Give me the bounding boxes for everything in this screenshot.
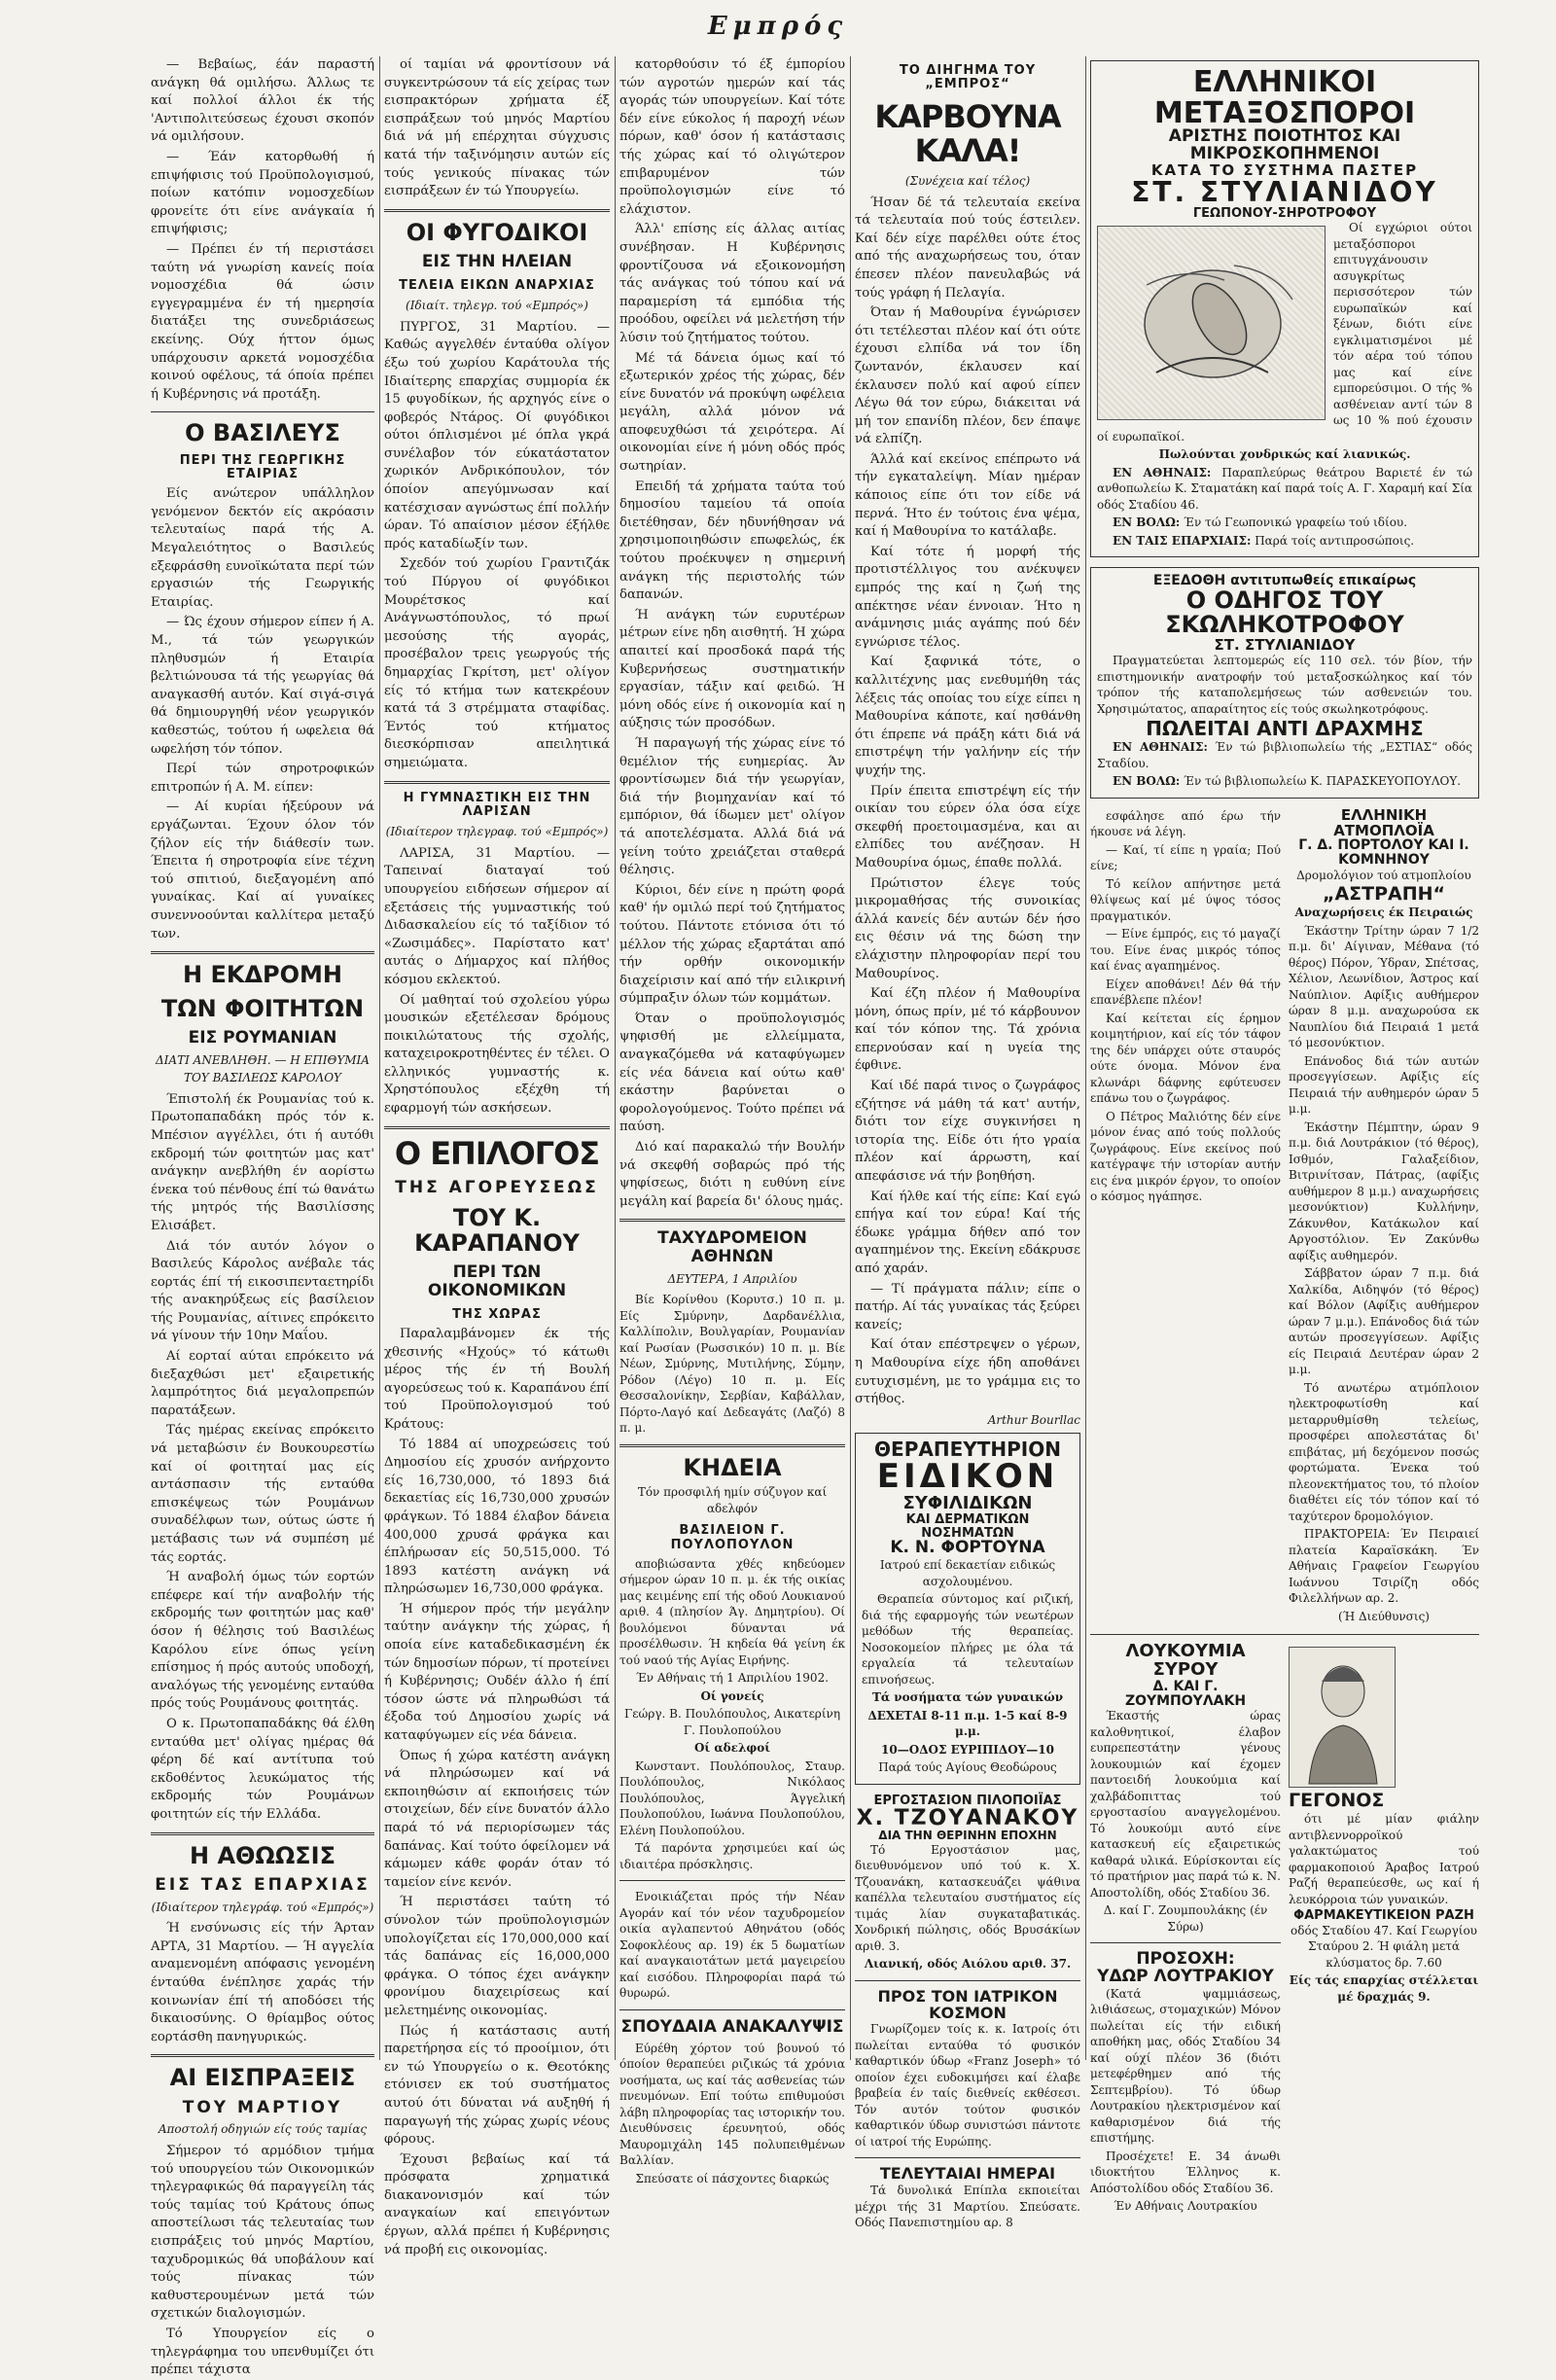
paragraph: Πρώτιστον έλεγε τούς μικρομαθήσας τής συνοικίας άλλά κανείς δέν αυτών δέν ήσο εις θέσιν νά της δώση την ελάχιστην πληροφορίαν περί του Μαθουρίνος. [855,875,1080,981]
clinic-hours: ΔΕΧΕΤΑΙ 8-11 π.μ. 1-5 καί 8-9 μ.μ. [867,1708,1068,1739]
divider [384,781,610,784]
divider [1090,1942,1281,1943]
paragraph: Βίε Κορίνθου (Κορυτσ.) 10 π. μ. Είς Σμύρνην, Δαρδανέλλια, Καλλίπολιν, Βουλγαρίαν, Ρουμανίαν καί Ρωσίαν (Ρωσσικόν) 10 π. μ. Βίε Νέων, Σμύρνης, Μυτιλήνης, Σύμην, Ρόδον (Λέγο) 10 π. μ. Είς Θεσσαλονίκην, Σερβίαν, Καβάλλαν, Πόρτο-Λαγό καί Δεδεαγάτς (Λαζό) 8 π. μ. [619,1293,845,1436]
masthead: Εμπρός [707,12,849,41]
guide-athens: Έν τώ βιβλιοπωλείω τής „ΕΣΤΙΑΣ“ οδός Σταδίου. [1097,740,1473,770]
seed-name: ΣΤ. ΣΤΥΛΙΑΝΙΔΟΥ [1131,176,1438,209]
headline-discovery: ΣΠΟΥΔΑΙΑ ΑΝΑΚΑΛΥΨΙΣ [620,2016,844,2037]
paragraph: Πρίν έπειτα επιστρέψη είς τήν οικίαν του εύρεν όλα όσα είχε σκεφθή προετοιμασμένα, και αι ελπίδες του ανέζησαν. Η Μαθουρίνα όμως, έπαθε πολλά. [855,783,1080,870]
subhead-acquittal: ΕΙΣ ΤΑΣ ΕΠΑΡΧΙΑΣ [155,1874,371,1895]
ship-route-title: Αναχωρήσεις έκ Πειραιώς [1294,906,1473,920]
paragraph: Καί ήλθε καί τής είπε: Καί εγώ επήγα καί τον εύρα! Καί τής έδωκε γράμμα δήθεν από τον αγαπημένον της. Εκείνη εδάκρυσε από χαράν. [855,1189,1080,1276]
two-column-section [1090,1643,1479,2217]
paragraph: ΠΥΡΓΟΣ, 31 Μαρτίου. — Καθώς αγγελθέν ένταύθα ολίγον έξω τού χωρίου Καράτουλα τής Ιδιαίτερης επαρχίας συμμορία έκ 15 φυγοδίκων, ής αρχηγός είνε ο φοβερός Ντάρος. Οί φυγόδικοι ούτοι όπλισμένοι μέ όπλα γκρά συνέλαβον τόν εύκατάστατον χωρικόν Ανδρικόπουλον, τόν όποίον απεγύμνωσαν καί κατέσχισαν αγνώστως έπί πολλήν ώραν. Τό απαίσιον μέσον έξήλθε πρός καταδίωξίν των. [384,319,610,551]
paragraph: Έκάστην Τρίτην ώραν 7 1/2 π.μ. δι' Αίγιναν, Μέθανα (τό θέρος) Πόρον, Ύδραν, Σπέτσας, Χέλιον, Λεωνίδιον, Άστρος καί Ναύπλιον. Αφίξις αυθήμερον ώραν 8 μ.μ. αναχωρούσα εκ Ναυπλίου διά Πειραιά 1 μετά τό μεσονύκτιον. [1289,923,1479,1050]
divider [619,1444,845,1447]
dateline: Αποστολή οδηγιών είς τούς ταμίας [158,2122,368,2137]
headline-trip-2: ΤΩΝ ΦΟΙΤΗΤΩΝ [160,994,365,1022]
paragraph: κατορθούσιν τό έξ έμπορίου τών αγροτών ημερών καί τάς αγοράς τών υπουργείων. Καί τότε δέν είνε εύκολος ή παροχή νέων πόρων, καθ' όσον ή κατάστασις τής χώρας καί τό ολιγώτερον επιβαρυμένον τών προϋπολογισμών είνε τό ελάχιστον. [619,57,845,217]
ad-silkworm-seeds [1090,60,1479,557]
paragraph: Ήσαν δέ τά τελευταία εκείνα τά τελευταία πού τούς έστειλεν. Καί δέν είχε παρέλθει ούτε έτος από τής αναχωρήσεως του, όταν έπεσεν πλέον πανευλαβώς νά τούς γράφη ή Πελαγία. [855,195,1080,301]
headline-king: Ο ΒΑΣΙΛΕΥΣ [185,419,340,447]
funeral-date: Έν Αθήναις τή 1 Απριλίου 1902. [635,1671,830,1686]
hat-sub: ΔΙΑ ΤΗΝ ΘΕΡΙΝΗΝ ΕΠΟΧΗΝ [878,1829,1057,1843]
headline-gymnastics: Η ΓΥΜΝΑΣΤΙΚΗ ΕΙΣ ΤΗΝ ΛΑΡΙΣΑΝ [403,790,591,819]
loukoum-names: Δ. ΚΑΙ Γ. ΖΟΥΜΠΟΥΛΑΚΗ [1124,1678,1247,1709]
attention-title: ΠΡΟΣΟΧΗ: [1136,1949,1235,1970]
divider [384,1126,610,1129]
guide-title: Ο ΟΔΗΓΟΣ ΤΟΥ ΣΚΩΛΗΚΟΤΡΟΦΟΥ [1165,586,1404,639]
story-author: Arthur Bourllac [987,1412,1080,1427]
silkworm-drawing [1098,227,1326,421]
funeral-family: Γεώργ. Β. Πουλόπουλος, Αικατερίνη Γ. Πουλοπούλου [623,1707,841,1737]
headline-acquittal: Η ΑΘΩΩΣΙΣ [190,1841,336,1869]
paragraph: Αί εορταί αύται επρόκειτο νά διεξαχθώσι μετ' εξαιρετικής λαμπρότητος διά μεγαλοπρεπών παρατάξεων. [151,1349,374,1418]
clinic-line: Θεραπεία σύντομος καί ριζική, διά τής εφαρμογής τών νεωτέρων μεθόδων τής θεραπείας. Νοσοκομείον πλήρες με όλα τά εργαλεία τά τελευταίων επινοήσεως. [862,1592,1074,1687]
divider [1090,1634,1479,1635]
column-rule [850,56,851,2060]
paragraph: Προσέχετε! Ε. 34 άνωθι ιδιοκτήτου Έλληνος κ. Απόστολίδου οδός Σταδίου 36. [1090,2149,1281,2195]
paragraph: Καί έζη πλέον ή Μαθουρίνα μόνη, όπως πρίν, μέ τό κάρβουνον καί τόν κόπον της. Τά χρόνια επερνούσαν καί η υγεία της έφθινε. [855,986,1080,1074]
guide-volos: Έν τώ βιβλιοπωλείω Κ. ΠΑΡΑΣΚΕΥΟΠΟΥΛΟΥ. [1184,774,1462,789]
guide-price: ΠΩΛΕΙΤΑΙ ΑΝΤΙ ΔΡΑΧΜΗΣ [1146,717,1424,741]
paragraph: Καί ιδέ παρά τινος ο ζωγράφος εζήτησε νά μάθη τά κατ' αυτήν, διότι τον είχε συγκινήσει η ιστορία της. Είδε ότι ήτο γραία πλέον καί άρρωστη, καί απεφάσισε νά τήν βοηθήση. [855,1079,1080,1185]
ship-title: ΕΛΛΗΝΙΚΗ ΑΤΜΟΠΛΟΪΑ [1333,805,1434,839]
paragraph: Άλλά καί εκείνος επέπρωτο νά τήν εγκαταλείψη. Μίαν ημέραν κάποιος είπε ότι τον είδε νά περνά. Ήτο έν τούτοις ένα ψέμα, καί ή Μαθουρίνα το κατάλαβε. [855,451,1080,540]
loukoum-title: ΛΟΥΚΟΥΜΙΑ ΣΥΡΟΥ [1125,1641,1246,1680]
column-2 [384,56,610,2257]
paragraph: Ή ανάγκη τών ευρυτέρων μέτρων είνε ηδη αισθητή. Ή χώρα απαιτεί καί προσδοκά παρά τής Κυβερνήσεως συστηματικήν εργασίαν, τάξιν καί φειδώ. Ή μόνη οδός είνε ή οικονομία καί η αύξησις τών προσόδων. [619,607,845,731]
paragraph: Εύρέθη χόρτον τού βουνού τό όποίον θεραπεύει ριζικώς τά χρόνια νοσήματα, ως καί τάς ασθενείας τών πνευμόνων. Επί τούτω επιθυμούσι λάβη πληροφορίας τας ιστορικήν του. Διευθύνσεις έρευνητού, οδός Μαυρομιχάλη 145 πολυπειθμένων Βαλλίαν. [619,2041,845,2168]
paragraph: — Είνε έμπρός, εις τό μαγαζί του. Είνε ένας μικρός τόπος καί ένας αγαπημένος. [1090,927,1281,974]
paragraph: Διά τόν αυτόν λόγον ο Βασιλεύς Κάρολος ανέβαλε τάς εορτάς έπί τή εικοσιπενταετηρίδι τής ανακηρύξεως είς βασίλειον τής Ρουμανίας, αίτινες επρόκειτο νά γίνουν τήν 10ην Μαΐου. [151,1238,374,1344]
seed-volos-label: ΕΝ ΒΟΛΩ: [1113,515,1181,530]
paragraph: Άλλ' επίσης είς άλλας αιτίας συνέβησαν. Η Κυβέρνησις φροντίζουσα νά εξοικονομήση τάς ανάγκας τού τόπου καί νά παραμερίση τά εμπόδια τής προόδου, οφείλει νά μελετήση τήν λύσιν τού ζητήματος τούτου. [619,222,845,345]
water-sig: Έν Αθήναις Λουτρακίου [1114,2199,1257,2214]
subhead-epilogue-1: ΤΗΣ ΑΓΟΡΕΥΣΕΩΣ [395,1177,599,1197]
paragraph: Είς ανώτερον υπάλληλον γενόμενον δεκτόν είς ακρόασιν τελευταίως παρά τής Α. Μεγαλειότητος ο Βασιλεύς εξεφράσθη ευνοϊκώτατα περί τών εργασιών τής Γεωργικής Εταιρίας. [151,486,374,610]
paragraph: Τό κείλον απήντησε μετά θλίψεως καί μέ ύψος τόσος πραγματικόν. [1090,876,1281,923]
headline-fugitives: ΟΙ ΦΥΓΟΔΙΚΟΙ [406,218,588,246]
headline-funeral: ΚΗΔΕΙΑ [683,1453,782,1481]
paragraph: Καί τότε ή μορφή τής προτιστέλλιγος του ανέκυψεν εμπρός της καί η ζωή της απέκτησε νέαν έννοιαν. Ήτο η ανάμνησις μιάς αγάπης πού δέν εγνώρισε τέλος. [855,544,1080,650]
paragraph: Πώς ή κατάστασις αυτή παρετήρησα είς τό προοίμιον, ότι εν τώ Υπουργείω ο κ. Θεοτόκης ετόνισεν εκ τού συστήματος αυτού ότι δύναται νά αυξηθή ή παραγωγή τής χώρας χωρίς νέους φόρους. [384,2023,610,2148]
pharmacy-footer: Είς τάς επαρχίας στέλλεται μέ δραχμάς 9. [1289,1973,1479,2004]
headline-story: ΚΑΡΒΟΥΝΑ ΚΑΛΑ! [874,97,1061,169]
hat-name: Χ. ΤΖΟΥΑΝΑΚΟΥ [856,1806,1079,1831]
seed-role: ΓΕΩΠΟΝΟΥ-ΣΗΡΟΤΡΟΦΟΥ [1192,205,1377,221]
paragraph: Επάνοδος διά τών αυτών προσεγγίσεων. Αφίξις είς Πειραιά τήν αυθημερόν ώραν 5 μ.μ. [1289,1053,1479,1117]
subhead-fugitives-2: ΤΕΛΕΙΑ ΕΙΚΩΝ ΑΝΑΡΧΙΑΣ [399,277,595,293]
pharmacy-name: ΦΑΡΜΑΚΕΥΤΙΚΕΙΟΝ ΡΑΖΗ [1293,1908,1474,1924]
divider [151,1832,374,1835]
paragraph: Τό Υπουργείον είς ο τηλεγράφημα του υπενθυμίζει ότι πρέπει τάχιστα [151,2326,374,2378]
column-rule [1085,56,1086,2060]
paragraph: Ή σήμερον πρός τήν μεγάλην ταύτην ανάγκην τής χώρας, ή οποία είνε καταδεδικασμένη έκ τών δημοσίων πόρων, τί προτείνει ή Κυβέρνησις; Ουδέν άλλο ή έπί τόσον ώστε νά πληρωθώσι τά έξοδα τού Δημοσίου χωρίς νά καταφύγωμεν είς νέα δάνεια. [384,1601,610,1744]
ship-owners: Γ. Δ. ΠΟΡΤΟΛΟΥ ΚΑΙ Ι. ΚΟΜΝΗΝΟΥ [1298,837,1469,868]
column-5 [1090,56,1479,2214]
rent-notice: Ενοικιάζεται πρός τήν Νέαν Αγοράν καί τόν νέον ταχυδρομείον οικία αγλαπεντού Αθηνάτου (οδός Σοφοκλέους αρ. 19) έκ 5 δωματίων καί αναγκαιοτάτων μετά μαγειρείου καί εισόδου. Πληροφορίαι παρά τώ θυρωρώ. [619,1890,845,2001]
seed-sub-1: ΑΡΙΣΤΗΣ ΠΟΙΟΤΗΤΟΣ ΚΑΙ ΜΙΚΡΟΣΚΟΠΗΜΕΝΟΙ [1168,126,1401,163]
paragraph: Παραλαμβάνομεν έκ τής χθεσινής «Ηχούς» τό κάτωθι μέρος τής έν τή Βουλή αγορεύσεως τού κ. Καραπάνου έπί τού Προϋπολογισμού τού Κράτους: [384,1326,610,1432]
pharmacy-address: οδός Σταδίου 47. Καί Γεωργίου Σταύρου 2. Ή φιάλη μετά κλύσματος δρ. 7.60 [1291,1923,1477,1970]
guide-kicker: ΕΞΕΔΟΘΗ αντιτυπωθείς επικαίρως [1152,573,1417,589]
paragraph: — Ώς έχουν σήμερον είπεν ή Α. Μ., τά τών γεωργικών πληθυσμών ή Εταιρία βελτιώνουσα τά τής γεωργίας θά αναγκασθή αυτόν. Καί σιγά-σιγά θά δημιουργηθή νέον γεωργικόν καθεστώς, τούτου ή ωφελεια θά ωφελήση τόν τόπον. [151,615,374,757]
paragraph: Τό ανωτέρω ατμόπλοιον ηλεκτροφωτίσθη καί μεταρρυθμίσθη τελείως, προσφέρει απολεστάτας δι' επιβάτας, μή δεχόμενον ποσώς φορτώματα. Ένεκα τού πλεονεκτήματος του, τό πλοίον διαθέτει είς τόν τόπον καί τό ταχύτερον δρομολόγιον. [1289,1380,1479,1523]
portrait-drawing [1290,1648,1397,1789]
ad-guide [1090,567,1479,798]
paragraph: Σήμερον τό αρμόδιον τμήμα τού υπουργείου τών Οικονομικών τηλεγραφικώς θά παραγγείλη τάς τούς ταμίας τού Κράτους όπως αποστείλωσι τάς τελευταίας των εισπράξεις τού μηνός Μαρτίου, ταχυδρομικώς θά υποβάλουν καί τούς πίνακας τών καθυστερουμένων μετά τών σχετικών διαλογισμών. [151,2144,374,2322]
subhead-fugitives: ΕΙΣ ΤΗΝ ΗΛΕΙΑΝ [421,252,573,272]
paragraph: Ή ενσύνωσις είς τήν Άρταν ΑΡΤΑ, 31 Μαρτίου. — Ή αγγελία αναμενομένη απόφασις γενομένη ένταύθα ένέπλησε χαράς τήν κοινωνίαν έπί τή αποδόσει τής δικαιοσύνης. Ο θρίαμβος ούτος εορτάσθη πανηγυρικώς. [151,1921,374,2044]
paragraph: Σπεύσατε οί πάσχοντες διαρκώς [635,2171,830,2185]
ad-pharmacy [1289,1643,1479,2217]
paragraph: Λιανική, οδός Αιόλου αριθ. 37. [864,1957,1072,1971]
paragraph: Όταν ο προϋπολογισμός ψηφισθή με ελλείμματα, αναγκαζόμεθα νά καταφύγωμεν είς νέα δάνεια καί ούτω καθ' εκάστην βαρύνεται ο φορολογούμενος. Τούτο πρέπει νά παύση. [619,1011,845,1135]
paragraph: Τό 1884 αί υποχρεώσεις τού Δημοσίου είς χρυσόν ανήρχοντο είς 16,730,000, τό 1893 διά δεκαετίας είς 16,730,000 χρυσών φράγκων. Τό 1884 έλαβον δάνεια 400,000 χρυσά φράγκα και έπλήρωσαν είς 50,515,000. Τό 1893 κατέστη ανάγκη νά πληρώσωμεν 16,730,000 φράγκα. [384,1437,610,1597]
subhead-king: ΠΕΡΙ ΤΗΣ ΓΕΩΡΓΙΚΗΣ ΕΤΑΙΡΙΑΣ [179,452,346,481]
paragraph: Έπιστολή έκ Ρουμανίας τού κ. Πρωτοπαπαδάκη πρός τόν κ. Μπέσιον αγγέλλει, ότι ή αυτόθι εκδρομή τών φοιτητών μας κατ' ανάγκην ανεβλήθη έν αορίστω ένεκα τού πένθους έπί τώ θανάτω τής μητρός τής Βασιλίσσης Ελισάβετ. [151,1091,374,1233]
funeral-note: Τά παρόντα χρησιμεύει καί ώς ιδιαιτέρα πρόσκλησις. [619,1841,845,1871]
paragraph: Επειδή τά χρήματα ταύτα τού δημοσίου ταμείου τά οποία διετέθησαν, δέν ηδυνήθησαν νά χρησιμοποιηθώσιν επωφελώς, έκ τούτου προέκυψεν η σημερινή ανάγκη τής περιστολής τών δαπανών. [619,479,845,603]
column-rule [379,56,380,2060]
divider [619,1880,845,1881]
divider [151,951,374,954]
ship-line: Δρομολόγιον τού ατμοπλοίου [1296,868,1471,882]
dateline: ΔΕΥΤΕΡΑ, 1 Απριλίου [667,1271,797,1286]
funeral-name: ΒΑΣΙΛΕΙΟΝ Γ. ΠΟΥΛΟΠΟΥΛΟΝ [670,1523,795,1552]
funeral-siblings-label: Οί αδελφοί [693,1741,771,1756]
column-rule [615,56,616,2060]
paragraph: Γνωρίζομεν τοίς κ. κ. Ιατροίς ότι πωλείται ενταύθα τό φυσικόν καθαρτικόν ύδωρ «Franz Joseph» τό οποίον έχει ευδοκιμήσει καί έλαβε βραβεία έν ταίς διεθνείς εκθέσεσι. Τόν αυτόν τούτον φυσικόν καθαρτικόν ύδωρ συνιστώσι πάντοτε οί ιατροί τής Ευρώπης. [855,2022,1080,2149]
paragraph: — Καί, τί είπε η γραία; Πού είνε; [1090,842,1281,873]
column-3 [619,56,845,2185]
subhead-epilogue-3: ΠΕΡΙ ΤΩΝ ΟΙΚΟΝΟΜΙΚΩΝ [427,1262,567,1300]
paragraph: Έκαστής ώρας καλοθνητικοί, έλαβον ευπρεπεστάτην γένους λουκουμιών καί έχομεν παντοειδή λουκούμια καί χαλβάδοπιττας τού εργοστασίου αναγγελομένου. Τό λουκούμι αυτό είνε κατασκευή είς εξαιρετικώς καθαρά υλικά. Εύρίσκονται είς τό πρατήριον μας παρά τώ κ. Ν. Αποστολίδη, οδός Σταδίου 36. [1090,1709,1281,1900]
paragraph: Κύριοι, δέν είνε η πρώτη φορά καθ' ήν ομιλώ περί τού ζητήματος τούτου. Πάντοτε ετόνισα ότι τό μέλλον τής χώρας εξαρτάται από τήν ορθήν οικονομικήν διαχείρισιν καί από τήν ειλικρινή σύμπραξιν όλων τών κομμάτων. [619,882,845,1007]
funeral-family-label: Οί γονείς [700,1688,764,1703]
divider [619,1219,845,1222]
guide-body: Πραγματεύεται λεπτομερώς είς 110 σελ. τόν βίον, τήν επιστημονικήν ανατροφήν τού μεταξοσκώληκος καί τόν τρόπον τής καταπολεμήσεως τών ασθενειών του. Χρησιμώτατος, απαραίτητος είς τούς σκωληκοτρόφους. [1097,654,1472,716]
headline-receipts: ΑΙ ΕΙΣΠΡΑΞΕΙΣ [169,2064,356,2092]
paragraph: Ή αναβολή όμως τών εορτών επέφερε καί τήν αναβολήν τής εκδρομής των φοιτητών μας καθ' όσον ή θέλησις τού Βασιλέως Καρόλου είνε όπως γείνη επίσημος ή πρός αυτούς υποδοχή, αναλόγως τής γενομένης ενταύθα πρός τούς Ρουμάνους φοιτητάς. [151,1570,374,1712]
subhead-epilogue-4: ΤΗΣ ΧΩΡΑΣ [452,1306,542,1322]
paragraph: Έχουσι βεβαίως καί τά πρόσφατα χρηματικά διακανονισμόν καί τών αναγκαίων καί επειγόντων έργων, αλλά πρέπει ή Κυβέρνησις νά προβή εις οικονομίας. [384,2151,610,2257]
fact-title: ΓΕΓΟΝΟΣ [1289,1790,1385,1812]
paragraph: ότι μέ μίαν φιάλην αντιβλεννορροϊκού γαλακτώματος τού φαρμακοποιού Άραβος Ιατρού Ραζή θεραπεύεσθε, ως καί ή λευκόρροια τών γυναικών. [1289,1812,1479,1906]
divider [151,2054,374,2057]
two-column-section [1090,805,1479,1626]
story-sub: (Συνέχεια καί τέλος) [904,173,1031,188]
paragraph: Τά δυνολικά Επίπλα εκποιείται μέχρι τής 31 Μαρτίου. Σπεύσατε. Οδός Πανεπιστημίου αρ. 8 [855,2184,1080,2230]
story-kicker: ΤΟ ΔΙΗΓΗΜΑ ΤΟΥ „ΕΜΠΡΟΣ“ [899,63,1037,92]
paragraph: Όπως ή χώρα κατέστη ανάγκη νά πληρώσωμεν καί νά εκποιηθώσιν αί εκποιήσεις τών στοιχείων, δέν είνε δυνατόν άλλο παρά τό νά περιορίσωμεν τάς δαπάνας. Καί τούτο όφείλομεν νά κάμωμεν κάθε φοράν όταν τό ταμείον είνε κενόν. [384,1748,610,1890]
dateline: (Ιδιαίτερον τηλεγράφ. τού «Εμπρός») [151,1900,374,1914]
story-continuation [1090,808,1281,1626]
divider [855,2157,1080,2158]
ad-loukoumia [1090,1643,1281,2217]
headline-post: ΤΑΧΥΔΡΟΜΕΙΟΝ ΑΘΗΝΩΝ [657,1228,807,1267]
seed-sub-2: ΚΑΤΑ ΤΟ ΣΥΣΤΗΜΑ ΠΑΣΤΕΡ [1150,160,1419,179]
paragraph: Καί όταν επέστρεψεν ο γέρων, η Μαθουρίνα είχε ήδη αποθάνει ευτυχισμένη, με το γράμμα εις το στήθος. [855,1337,1080,1407]
paragraph: Ο κ. Πρωτοπαπαδάκης θά έλθη ενταύθα μετ' ολίγας ημέρας θά φέρη δέ καί αντίτυπα τού εκδοθέντος λευκώματος τής εκδρομής τών Ρουμάνων φοιτητών είς τήν Ελλάδα. [151,1716,374,1822]
paragraph: Ή περιστάσει ταύτη τό σύνολον τών προϋπολογισμών υπολογίζεται είς 170,000,000 καί τάς δαπάνας είς 16,000,000 φράγκα. Ο τόπος έχει ανάγκην φρονίμου διαχειρίσεως καί μελετημένης οικονομίας. [384,1895,610,2018]
paragraph: Τό Εργοστάσιον μας, διευθυνόμενον υπό τού κ. Χ. Τζουανάκη, κατασκευάζει ψάθινα καπέλλα τελευταίου συστήματος είς τιμάς λίαν συγκαταβατικάς. Χονδρική πώλησις, οδός Βρυσάκίων αριθ. 3. [855,1842,1080,1953]
seed-athens-label: ΕΝ ΑΘΗΝΑΙΣ: [1113,465,1212,480]
paragraph: Έκάστην Πέμπτην, ώραν 9 π.μ. διά Λουτράκιον (τό θέρος), Ισθμόν, Γαλαξείδιον, Βιτρινίτσαν, Πάτρας, (αφίξις αυθήμερον 8 μ.μ.) αναχωρήσεις μεσονύκτιον) Κυλλήνην, Ζάκυνθον, Κατάκωλον καί Αργοστόλιον. Έν Ζακύνθω αφίξις αυθημερόν. [1289,1119,1479,1262]
headline-epilogue: Ο ΕΠΙΛΟΓΟΣ [394,1134,600,1172]
divider [855,1980,1080,1981]
clinic-title: ΘΕΡΑΠΕΥΤΗΡΙΟΝ [874,1438,1061,1462]
paragraph: — Έάν κατορθωθή ή επιψήφισις τού Προϋπολογισμού, ποίων κατόπιν νομοσχεδίων φρονείτε ότι είνε ανάγκαία ή επιψήφισις; [151,149,374,237]
seed-body: Οί εγχώριοι ούτοι μεταξόσποροι επιτυγχάνουσιν ασυγκρίτως περισσότερον τών ευρωπαϊκών καί ξένων, διότι είνε εγκλιματισμένοι μέ τόν αέρα τού τόπου μας καί είνε εμπορεύσιμοι. Ο τής % ασθένειαν αντί τών 8 ως 10 % πού έχουσιν οί ευρωπαϊκοί. [1097,221,1472,444]
subhead-receipts: ΤΟΥ ΜΑΡΤΙΟΥ [182,2097,343,2117]
portrait-illustration [1289,1647,1396,1788]
water-title: ΥΔΩΡ ΛΟΥΤΡΑΚΙΟΥ [1097,1967,1274,1987]
paragraph: (Κατά ψαμμιάσεως, λιθιάσεως, στομαχικών) Μόνον πωλείται είς τήν ειδική αποθήκη μας, οδός Σταδίου 34 καί ούχί πλέον 36 (διότι μετεφέρθημεν από τής Σεπτεμβρίου). Τό ύδωρ Λουτρακίου ηλεκτρισμένον καί καθαρισμένον διά τής επιστήμης. [1090,1986,1281,2146]
ad-steamship [1289,805,1479,1626]
paragraph: — Αί κυρίαι ήξεύρουν νά εργάζωνται. Έχουν όλον τόν ζήλον είς τήν διάθεσίν των. Έπειτα ή σηροτροφία είνε τέχνη τού σπιτιού, διεξαγομένη από γυναίκας. Καί αί γυναίκες συνεννοούνται καλλίτερα μεταξύ των. [151,799,374,941]
clinic-line: Τά νοσήματα τών γυναικών [871,1690,1064,1705]
paragraph: Καί κείτεται είς έρημον κοιμητήριον, καί είς τόν τάφον της δέν υπάρχει ούτε σταυρός ούτε όνομα. Μόνον ένα κλωνάρι δάφνης εφύτευσεν επάνω του ο ζωγράφος. [1090,1011,1281,1106]
guide-volos-label: ΕΝ ΒΟΛΩ: [1113,774,1181,789]
seed-prov: Παρά τοίς αντιπροσώποις. [1255,533,1415,548]
paragraph: Ή παραγωγή τής χώρας είνε τό θεμέλιον τής ευημερίας. Άν φροντίσωμεν διά τήν γεωργίαν, διά τήν βιομηχανίαν καί τό εμπόριον, θά ίδωμεν μετ' ολίγον τά αποτελέσματα. Αλλά διά νά γείνη τούτο χρειάζεται σταθερά θέλησις. [619,735,845,878]
paragraph: Σχεδόν τού χωρίου Γραντιζάκ τού Πύργου οί φυγόδικοι Μουρέτσκος καί Ανάγνωστόπουλος, τό πρωί μεσούσης τής αγοράς, προσέβαλον τρεις γεωργούς τής δημαρχίας Γκρίτση, μετ' ολίγον είς τό κτήμα των κατεκρέουν κατά τά 3 στρέμματα σταφίδας. Έντός τού κτήματος διεσκόρπισαν απειλητικά σημειώματα. [384,556,610,770]
hat-title: ΕΡΓΟΣΤΑΣΙΟΝ ΠΙΛΟΠΟΙΪΑΣ [873,1793,1062,1808]
last-days-title: ΤΕΛΕΥΤΑΙΑΙ ΗΜΕΡΑΙ [879,2164,1056,2184]
paragraph: Σάββατον ώραν 7 π.μ. διά Χαλκίδα, Αιδηψόν (τό θέρος) καί Βόλον (Αφίξις αυθήμερον ώραν 7 μ.μ.). Επάνοδος διά τών αυτών προσεγγίσεων. Αφίξις είς Πειραιά Δευτέραν ώραν 2 μ.μ. [1289,1266,1479,1377]
clinic-word: ΕΙΔΙΚΟΝ [876,1457,1059,1497]
paragraph: Όταν ή Μαθουρίνα έγνώρισεν ότι τετέλεσται πλέον καί ότι ούτε έχουσι ελπίδα νά τον ίδη ζωντανόν, έκλαυσεν καί έκλαυσεν πολύ καί αφού είπεν Λέγω θά τον εύρω, διάκειται νά μή τον επανίδη πλέον, δεν έπαψε νά ελπίζη. [855,305,1080,447]
paragraph: Διό καί παρακαλώ τήν Βουλήν νά σκεφθή σοβαρώς πρό τής ψηφίσεως, διότι η ευθύνη είνε μεγάλη καί βαρεία δι' όλους ημάς. [619,1140,845,1209]
guide-author: ΣΤ. ΣΤΥΛΙΑΝΙΔΟΥ [1214,635,1356,654]
paragraph: οί ταμίαι νά φροντίσουν νά συγκεντρώσουν τά είς χείρας των εισπρακτόρων χρήματα έξ εισπράξεων τού μηνός Μαρτίου διά νά μή επέρχηται σύγχυσις κατά τήν ταξινόμησιν αυτών είς τούς γενικούς πίνακας τών εισπράξεων έν τώ Υπουργείω. [384,57,610,199]
clinic-doctor: Κ. Ν. ΦΟΡΤΟΥΝΑ [890,1538,1045,1558]
paragraph: ΛΑΡΙΣΑ, 31 Μαρτίου. — Ταπειναί διαταγαί τού υπουργείου ειδήσεων σήμερον αί εξετάσεις τής γυμναστικής τού Διδασκαλείου είς τό ταξίδιον τό «Ζωσιμάδες». Παρίστατο κατ' αυτάς ο Δήμαρχος καί πλήθος κόσμου εκλεκτού. [384,845,610,987]
seed-prov-label: ΕΝ ΤΑΙΣ ΕΠΑΡΧΙΑΙΣ: [1113,533,1252,548]
clinic-address: 10—ΟΔΟΣ ΕΥΡΙΠΙΔΟΥ—10 [881,1742,1054,1757]
funeral-lead: Τόν προσφιλή ημίν σύζυγον καί αδελφόν [637,1485,828,1515]
seed-price: Πωλούνται χονδρικώς καί λιανικώς. [1158,447,1411,462]
paragraph: Περί τών σηροτροφικών επιτροπών ή Α. Μ. είπεν: [151,762,374,795]
guide-athens-label: ΕΝ ΑΘΗΝΑΙΣ: [1113,740,1208,755]
divider [619,2009,845,2010]
paragraph: αποβιώσαντα χθές κηδεύομεν σήμερον ώραν 10 π. μ. έκ τής οικίας μας κειμένης επί τής οδού Λουκιανού αριθ. 4 (πλησίον Άγ. Δημητρίου). Οί βουλόμενοι δύνανται νά προσέλθωσιν. Ή κηδεία θά γείνη έκ τού ναού τής Αγίας Ειρήνης. [619,1556,845,1667]
seed-athens: Παραπλεύρως θεάτρου Βαριετέ έν τώ ανθοπωλείω Κ. Σταματάκη καί παρά τοίς Α. Γ. Χαραμή καί Σία οδός Σταδίου 46. [1097,465,1473,512]
paragraph: Είχεν αποθάνει! Δέν θά τήν επανέβλεπε πλέον! [1090,977,1281,1008]
paragraph: Τάς ημέρας εκείνας επρόκειτο νά μεταβώσιν έν Βουκουρεστίω καί οί φοιτηταί μας είς αντάσπασιν τής ενταύθα επισκέψεως τών Ρουμάνων συναδέλφων των, ούτως ώστε ή μετάβασις των νά συμπέση μέ τάς εορτάς. [151,1423,374,1565]
loukoum-sig: Δ. καί Γ. Ζουμπουλάκης (έν Σύρω) [1103,1903,1268,1934]
funeral-siblings: Κωνσταντ. Πουλόπουλος, Σταυρ. Πουλόπουλος, Νικόλαος Πουλόπουλος, Άγγελική Πουλοπούλου, Ιωάννα Πουλοπούλου, Ελένη Πουλοπούλου. [619,1758,845,1837]
subhead-epilogue-2: ΤΟΥ Κ. ΚΑΡΑΠΑΝΟΥ [414,1203,580,1257]
seed-volos: Έν τώ Γεωπονικώ γραφείω τού ιδίου. [1184,515,1408,530]
paragraph: Καί ξαφνικά τότε, ο καλλιτέχνης μας ενεθυμήθη τάς λέξεις τάς οποίας του είχε είπει η Μαθουρίνα κάποτε, καί ησθάνθη ότι έπρεπε νά πράξη κάτι διά νά επιστρέψη τήν γαλήνην είς τήν ψυχήν της. [855,655,1080,778]
headline-trip: Η ΕΚΔΡΟΜΗ [183,961,342,989]
paragraph: Οί μαθηταί τού σχολείου γύρω μουσικών εξετέλεσαν δρόμους ποικιλώτατους τής σχολής, καταχειροκροτηθέντες έν τέλει. Ο ελληνικός γυμναστής κ. Χρηστόπουλος εξέχθη τή εφαρμογή τών ασκήσεων. [384,992,610,1117]
paragraph: Μέ τά δάνεια όμως καί τό εξωτερικόν χρέος τής χώρας, δέν είνε δυνατόν νά προκύψη ωφέλεια μεγάλη, αλλά μόνον νά αποφευχθώσι τά χειρότερα. Αί οικονομίαι είνε ή μόνη οδός πρός σωτηρίαν. [619,350,845,475]
column-1 [151,56,374,2378]
clinic-line: Παρά τούς Αγίους Θεοδώρους [878,1760,1057,1775]
ship-name: „ΑΣΤΡΑΠΗ“ [1322,883,1446,906]
clinic-sub-2: ΚΑΙ ΔΕΡΜΑΤΙΚΩΝ ΝΟΣΗΜΑΤΩΝ [905,1511,1030,1541]
silkworm-illustration [1097,226,1326,420]
column-4 [855,56,1080,2230]
dateline: (Ιδιαίτ. τηλεγρ. τού «Εμπρός») [406,299,588,313]
paragraph: ΠΡΑΚΤΟΡΕΙΑ: Έν Πειραιεί πλατεία Καραϊσκάκη. Έν Αθήναις Γραφείον Γεωργίου Ιωάννου Τσιρίζη οδός Φιλελλήνων αρ. 2. [1289,1527,1479,1606]
paragraph: — Πρέπει έν τή περιστάσει ταύτη νά γνωρίση κανείς ποία νομοσχέδια θά ώσιν εγγεγραμμένα έν τή ημερησία διατάξει της συνεδριάσεως εκείνης. Ούχ ήττον όμως υπάρχουσιν αρκετά νομοσχέδια κοινού οφέλους, τά όποία πρέπει ή Κυβέρνησις νά προτάξη. [151,241,374,402]
medical-title: ΠΡΟΣ ΤΟΝ ΙΑΤΡΙΚΟΝ ΚΟΣΜΟΝ [877,1986,1058,2022]
paragraph: — Τί πράγματα πάλιν; είπε ο πατήρ. Αί τάς γυναίκας τάς ξεύρει κανείς; [855,1281,1080,1332]
paragraph: (Ή Διεύθυνσις) [1338,1609,1430,1623]
seed-title: ΕΛΛΗΝΙΚΟΙ ΜΕΤΑΞΟΣΠΟΡΟΙ [1153,65,1416,130]
clinic-sub-1: ΣΥΦΙΛΙΔΙΚΩΝ [902,1493,1033,1514]
dateline: (Ιδιαίτερον τηλεγραφ. τού «Εμπρός») [385,825,609,839]
clinic-line: Ιατρού επί δεκαετίαν ειδικώς ασχολουμένου. [879,1558,1056,1588]
divider [151,411,374,412]
paragraph: — Βεβαίως, έάν παραστή ανάγκη θά ομιλήσω. Άλλως τε καί πολλοί άλλοι έκ τής 'Αντιπολιτεύσεως έχουσι σκοπόν νά ομιλήσουν. [151,57,374,145]
headline-trip-3: ΕΙΣ ΡΟΥΜΑΝΙΑΝ [188,1027,337,1048]
paragraph: εσφάλησε από έρω τήν ήκουσε νά λέγη. [1090,808,1281,839]
subhead-trip: ΔΙΑΤΙ ΑΝΕΒΛΗΘΗ. — Η ΕΠΙΘΥΜΙΑ ΤΟΥ ΒΑΣΙΛΕΩΣ ΚΑΡΟΛΟΥ [156,1052,370,1085]
paragraph: Ο Πέτρος Μαλιότης δέν είνε μόνον ένας από τούς πολλούς ζωγράφους. Είνε εκείνος πού κατέγραψε τήν ιστορίαν αυτήν εις ένα μικρόν έργον, το οποίον ο κόσμος ηγάπησε. [1090,1109,1281,1204]
ad-clinic [855,1433,1080,1784]
divider [384,209,610,212]
